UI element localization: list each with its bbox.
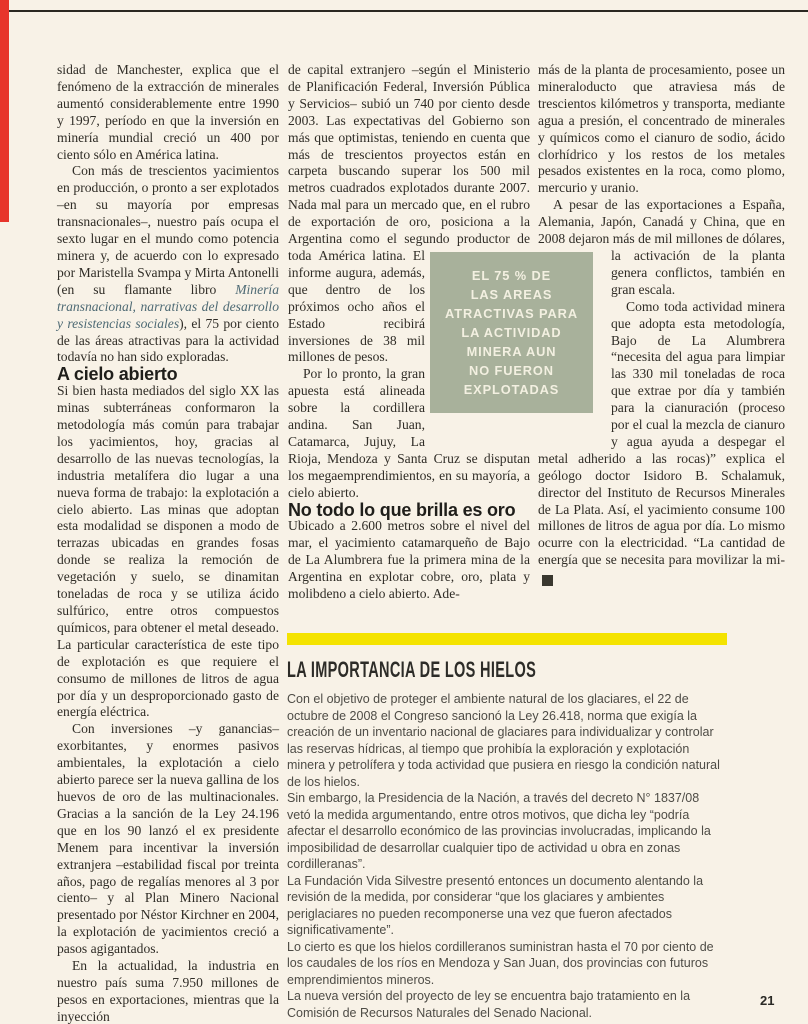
end-of-article-icon: +	[542, 575, 553, 586]
paragraph-text: América latina. El informe augura, además, que dentro de los próximos ocho años el Estado recibirá inversiones de 38 mil millones de pesos.	[288, 247, 425, 365]
pull-quote-line: MINERA AUN	[466, 344, 557, 359]
paragraph: Por lo pronto, la gran apuesta está alineada sobre la cordillera andina. San Juan, Catamarca, Jujuy, La Rioja, Mendoza y Santa Cruz se disputan los megaemprendimientos, en su mayoría, a cielo abierto.	[288, 366, 530, 500]
paragraph: Con inversiones –y ganancias– exorbitantes, y enormes pasivos ambientales, la explotación a cielo abierto parece ser la nueva gallina de los huevos de oro de las multinacionales. Gracias a la sanción de la Ley 24.196 que en los 90 lanzó el ex presidente Menem para incentivar la inversión extranjera –estabilidad fiscal por treinta años, pago de regalías menores al 3 por ciento– y al Plan Minero Nacional presentado por Néstor Kirchner en 2004, la explotación de yacimientos creció a pasos agigantados.	[57, 721, 279, 957]
page-number: 21	[760, 993, 775, 1008]
red-edge-stripe	[0, 0, 9, 222]
paragraph-text: Como toda actividad minera que adopta esta metodología, Bajo de La Alumbrera “necesita del agua para limpiar las 330 mil toneladas de roca que extrae por día y también para la cianuración (proceso por el cual la mezcla de cianuro y agua ayuda a despegar el metal adherido a las rocas)” explica el geólogo doctor Isidoro B. Schalamuk, director del Instituto de Recursos Minerales de La Plata. Así, el yacimiento consume 100 millones de litros de agua por día. Lo mismo ocurre con la electricidad. “La cantidad de energía que se necesita para movilizar la mi-	[538, 298, 785, 568]
pull-quote-line: ATRACTIVAS PARA	[445, 306, 578, 321]
pull-quote-line: LAS AREAS	[470, 287, 553, 302]
book-title-italic: Minería transnacional, narrativas del desarrollo y resistencias sociales	[57, 281, 279, 331]
paragraph: En la actualidad, la industria en nuestro país suma 7.950 millones de pesos en exportaciones, mientras que la inyección	[57, 958, 279, 1024]
info-box-title: LA IMPORTANCIA DE LOS HIELOS	[287, 657, 537, 682]
info-box-body	[287, 691, 725, 1021]
paragraph-text: de capital extranjero –según el Ministerio de Planificación Federal, Inversión Pública y Servicios– subió un 740 por ciento desde 2003. Las expectativas del Gobierno son más que optimistas, teniendo en cuenta que más de trescientos proyectos están en carpeta buscando superar los 500 mil metros cuadrados explotados durante 2007. Nada mal para un mercado que, en el rubro de exportación de oro, posiciona a la Argentina como el segundo productor de toda	[288, 62, 530, 263]
info-box-paragraph: Con el objetivo de proteger el ambiente natural de los glaciares, el 22 de octubre de 2008 el Congreso sancionó la Ley 26.418, norma que exigía la creación de un inventario nacional de glaciares para individualizar y controlar las reservas hídricas, al tiempo que prohibía la exploración y explotación minera y petrolífera y toda actividad que pusiera en riesgo la condición natural de los hielos.	[287, 692, 720, 789]
info-box-paragraph: La Fundación Vida Silvestre presentó entonces un documento alentando la revisión de la medida, por considerar “que los glaciares y ambientes periglaciares no pueden recomponerse una vez que fueron afectados significativamente”.	[287, 873, 704, 937]
section-heading-no-todo-lo-que-brilla: No todo lo que brilla es oro	[288, 499, 516, 520]
paragraph: más de la planta de procesamiento, posee un mineraloducto que atraviesa más de trescientos kilómetros y transporta, mediante agua a presión, el concentrado de minerales y químicos como el cianuro de sodio, ácido clorhídrico y los restos de los metales pesados existentes en la roca, como plomo, mercurio y uranio.	[538, 62, 785, 196]
pull-quote	[430, 252, 593, 413]
column-1	[57, 62, 279, 1024]
info-box-paragraph: Sin embargo, la Presidencia de la Nación, a través del decreto N° 1837/08 vetó la medida argumentando, entre otros motivos, que dicha ley “podría afectar el desarrollo económico de las provincias involucradas, implicando la imposibilidad de desarrollar cualquier tipo de actividad u obra en zonas cordilleranas”.	[287, 791, 711, 871]
info-box-hielos	[287, 633, 727, 1021]
pull-quote-line: EXPLOTADAS	[463, 382, 560, 397]
paragraph: Si bien hasta mediados del siglo XX las minas subterráneas conformaron la metodología más común para trabajar los yacimientos, hoy, gracias al desarrollo de las nuevas tecnologías, la industria metalífera dio lugar a una nueva forma de trabajo: la explotación a cielo abierto. Las minas que adoptan esta modalidad se disponen a modo de terrazas ubicadas en grandes fosas donde se realiza la remoción de vegetación y suelo, se dinamitan toneladas de roca y se utiliza ácido sulfúrico, entre otros compuestos químicos, para obtener el metal deseado. La particular característica de este tipo de explotación es que requiere el consumo de millones de litros de agua por día y un desproporcionado gasto de energía eléctrica.	[57, 383, 279, 720]
pull-quote-line: LA ACTIVIDAD	[461, 325, 562, 340]
info-box-title-wrap	[287, 657, 727, 681]
pull-quote-line: EL 75 % DE	[471, 268, 552, 283]
paragraph-text: de dólares, la activación de la planta genera conflictos, también en gran escala.	[611, 231, 785, 297]
paragraph	[57, 163, 279, 366]
paragraph: Ubicado a 2.600 metros sobre el nivel del mar, el yacimiento catamarqueño de Bajo de La Alumbrera fue la primera mina de la Argentina en explotar cobre, oro, plata y molibdeno a cielo abierto. Ade-	[288, 518, 530, 602]
info-box-paragraph: La nueva versión del proyecto de ley se encuentra bajo tratamiento en la Comisión de Recursos Naturales del Senado Nacional.	[287, 989, 691, 1020]
top-rule	[0, 10, 808, 12]
paragraph-text: A pesar de las exportaciones a España, Alemania, Japón, Canadá y China, que en 2008 dejaron más de mil millones	[538, 197, 785, 247]
pull-quote-line: NO FUERON	[469, 363, 554, 378]
section-heading-a-cielo-abierto: A cielo abierto	[57, 364, 178, 385]
yellow-bar	[287, 633, 727, 645]
paragraph-text: Con más de trescientos yacimientos en producción, o pronto a ser explotados –en su mayoría por empresas transnacionales–, nuestro país ocupa el sexto lugar en el mundo como potencia minera y, de acuerdo con lo expresado por Maristella Svampa y Mirta Antonelli (en su flamante libro	[57, 163, 279, 297]
paragraph: sidad de Manchester, explica que el fenómeno de la extracción de minerales aumentó considerablemente entre 1990 y 1997, período en que la inversión en minería mundial creció un 400 por ciento sólo en América latina.	[57, 62, 279, 162]
info-box-paragraph: Lo cierto es que los hielos cordilleranos suministran hasta el 70 por ciento de los caudales de los ríos en Mendoza y San Juan, dos provincias con futuros emprendimientos mineros.	[287, 939, 714, 987]
paragraph-text: ), el 75 por ciento de las áreas atractivas para la actividad todavía no han sido exploradas.	[57, 315, 279, 365]
